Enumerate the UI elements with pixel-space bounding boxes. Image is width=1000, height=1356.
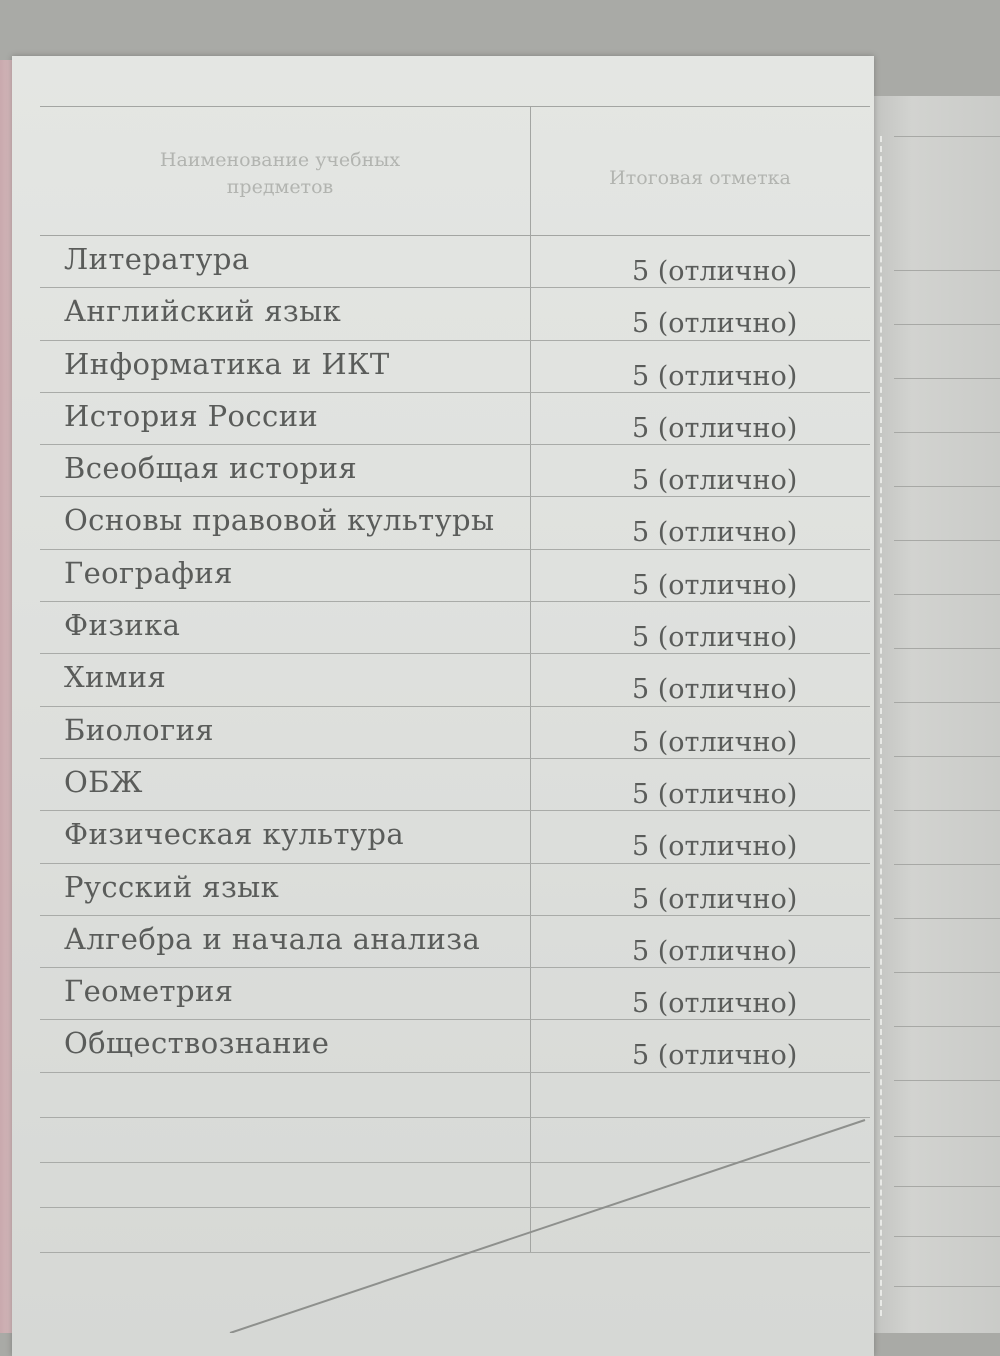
table-row [40, 707, 870, 759]
table-row [40, 916, 870, 968]
table-row [40, 811, 870, 863]
table-row [40, 550, 870, 602]
subject-name: Физика [64, 608, 181, 643]
subject-name: Русский язык [64, 869, 280, 904]
final-mark: 5 (отлично) [632, 1040, 798, 1072]
subject-name: История России [64, 398, 319, 433]
final-mark: 5 (отлично) [632, 569, 798, 601]
table-body [40, 236, 870, 1073]
blank-row [40, 1163, 870, 1208]
table-row [40, 654, 870, 706]
blank-row [40, 1118, 870, 1163]
table-row [40, 1020, 870, 1072]
final-mark: 5 (отлично) [632, 883, 798, 915]
final-mark: 5 (отлично) [632, 412, 798, 444]
table-row [40, 602, 870, 654]
subject-name: ОБЖ [64, 764, 143, 799]
final-mark: 5 (отлично) [632, 778, 798, 810]
subject-name: Химия [64, 660, 167, 695]
table-row [40, 445, 870, 497]
subject-name: Английский язык [64, 294, 342, 329]
final-mark: 5 (отлично) [632, 831, 798, 863]
grades-table [40, 106, 870, 1253]
table-row [40, 236, 870, 288]
final-mark: 5 (отлично) [632, 726, 798, 758]
subject-name: Литература [64, 242, 250, 276]
blank-row [40, 1208, 870, 1253]
subject-name: Геометрия [64, 974, 234, 1009]
subject-name: География [64, 555, 233, 590]
table-row [40, 759, 870, 811]
final-mark: 5 (отлично) [632, 517, 798, 549]
table-row [40, 288, 870, 340]
final-mark: 5 (отлично) [632, 674, 798, 706]
header-mark: Итоговая отметка [609, 167, 791, 189]
table-row [40, 341, 870, 393]
final-mark: 5 (отлично) [632, 308, 798, 340]
right-page [874, 96, 1000, 1333]
subject-name: Алгебра и начала анализа [64, 921, 481, 956]
final-mark: 5 (отлично) [632, 465, 798, 497]
subject-name: Основы правовой культуры [64, 503, 495, 538]
subject-name: Биология [64, 712, 214, 747]
subject-name: Физическая культура [64, 817, 405, 852]
header-subject: Наименование учебных предметов [159, 149, 401, 198]
right-page-lines [894, 96, 1000, 1333]
final-mark: 5 (отлично) [632, 360, 798, 392]
table-header [40, 107, 870, 236]
final-mark: 5 (отлично) [632, 622, 798, 654]
subject-name: Обществознание [64, 1026, 330, 1061]
blank-row [40, 1073, 870, 1118]
final-mark: 5 (отлично) [632, 988, 798, 1020]
subject-name: Информатика и ИКТ [64, 346, 390, 381]
table-row [40, 864, 870, 916]
final-mark: 5 (отлично) [632, 256, 798, 287]
table-row [40, 497, 870, 549]
stitch-line [880, 136, 882, 1316]
subject-name: Всеобщая история [64, 451, 358, 486]
final-mark: 5 (отлично) [632, 935, 798, 967]
table-row [40, 968, 870, 1020]
table-row [40, 393, 870, 445]
